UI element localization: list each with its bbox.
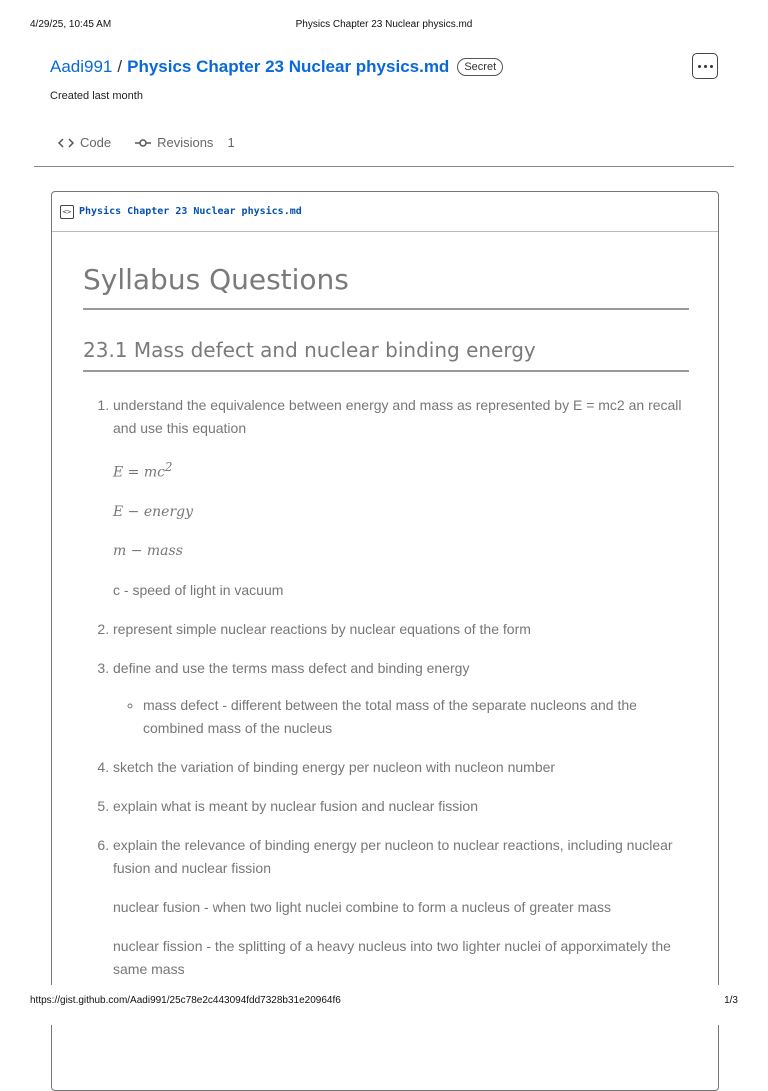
heading-syllabus: Syllabus Questions (83, 262, 689, 310)
print-url: https://gist.github.com/Aadi991/25c78e2c443094fdd7328b31e20964f6 (30, 995, 341, 1006)
list-item (113, 657, 689, 740)
math-energy: E − energy (113, 503, 194, 520)
sub-list (113, 694, 689, 740)
math-lhs: E = mc (113, 464, 165, 481)
tab-code[interactable] (58, 135, 111, 150)
sub-list-item: ◦ mass defect - different between the total mass of the separate nucleons and the combined mass of the nucleus (143, 694, 689, 740)
gist-title (50, 54, 720, 80)
print-title: Physics Chapter 23 Nuclear physics.md (295, 19, 473, 30)
item-text: explain what is meant by nuclear fusion and nuclear fission (113, 797, 478, 814)
item-text: define and use the terms mass defect and binding energy (113, 659, 470, 676)
code-icon (58, 137, 74, 149)
file-box (51, 191, 719, 1091)
file-header (52, 192, 718, 232)
created-meta: Created last month (50, 90, 143, 102)
kebab-horizontal-icon (698, 65, 701, 68)
secret-badge: Secret (457, 58, 503, 76)
tabs-divider (34, 166, 734, 167)
print-header (0, 19, 768, 33)
file-code-icon: <> (60, 205, 74, 219)
item-note: nuclear fission - the splitting of a heavy nucleus into two lighter nuclei of apporximately the same mass (113, 937, 671, 977)
gist-header (50, 54, 720, 84)
list-item (113, 795, 689, 818)
print-footer (0, 995, 768, 1009)
math-exponent: 2 (164, 460, 173, 474)
item-text: explain the relevance of binding energy per nucleon to nuclear reactions, including nuclear fusion and nuclear fission (113, 836, 673, 876)
list-item (113, 756, 689, 779)
tab-code-label: Code (80, 135, 112, 150)
gist-tabs (58, 135, 235, 150)
tab-revisions-label: Revisions (157, 135, 214, 150)
list-item (113, 834, 689, 981)
print-datetime: 4/29/25, 10:45 AM (30, 19, 112, 30)
item-note: nuclear fusion - when two light nuclei combine to form a nucleus of greater mass (113, 898, 612, 915)
markdown-body (83, 262, 689, 997)
file-name-link[interactable]: Physics Chapter 23 Nuclear physics.md (79, 206, 302, 217)
list-item (113, 618, 689, 641)
item-text: sketch the variation of binding energy per nucleon with nucleon number (113, 758, 556, 775)
tab-revisions[interactable] (135, 135, 235, 150)
commit-icon (135, 137, 151, 149)
kebab-dot (710, 65, 713, 68)
kebab-dot (704, 65, 707, 68)
revisions-count: 1 (227, 135, 235, 150)
heading-section: 23.1 Mass defect and nuclear binding energy (83, 336, 689, 372)
item-text: understand the equivalence between energy and mass as represented by E = mc2 an recall and use this equation (113, 397, 682, 436)
math-mass: m − mass (113, 542, 183, 559)
list-item (113, 394, 689, 602)
item-text: represent simple nuclear reactions by nuclear equations of the form (113, 620, 531, 637)
gist-owner-link[interactable]: Aadi991 (50, 57, 113, 76)
syllabus-list (83, 394, 689, 981)
math-equation (113, 456, 689, 485)
path-separator: / (117, 57, 123, 76)
print-page-number: 1/3 (724, 995, 738, 1006)
item-note: c - speed of light in vacuum (113, 581, 284, 598)
more-options-button[interactable] (692, 53, 718, 79)
gist-name-link[interactable]: Physics Chapter 23 Nuclear physics.md (127, 57, 450, 76)
